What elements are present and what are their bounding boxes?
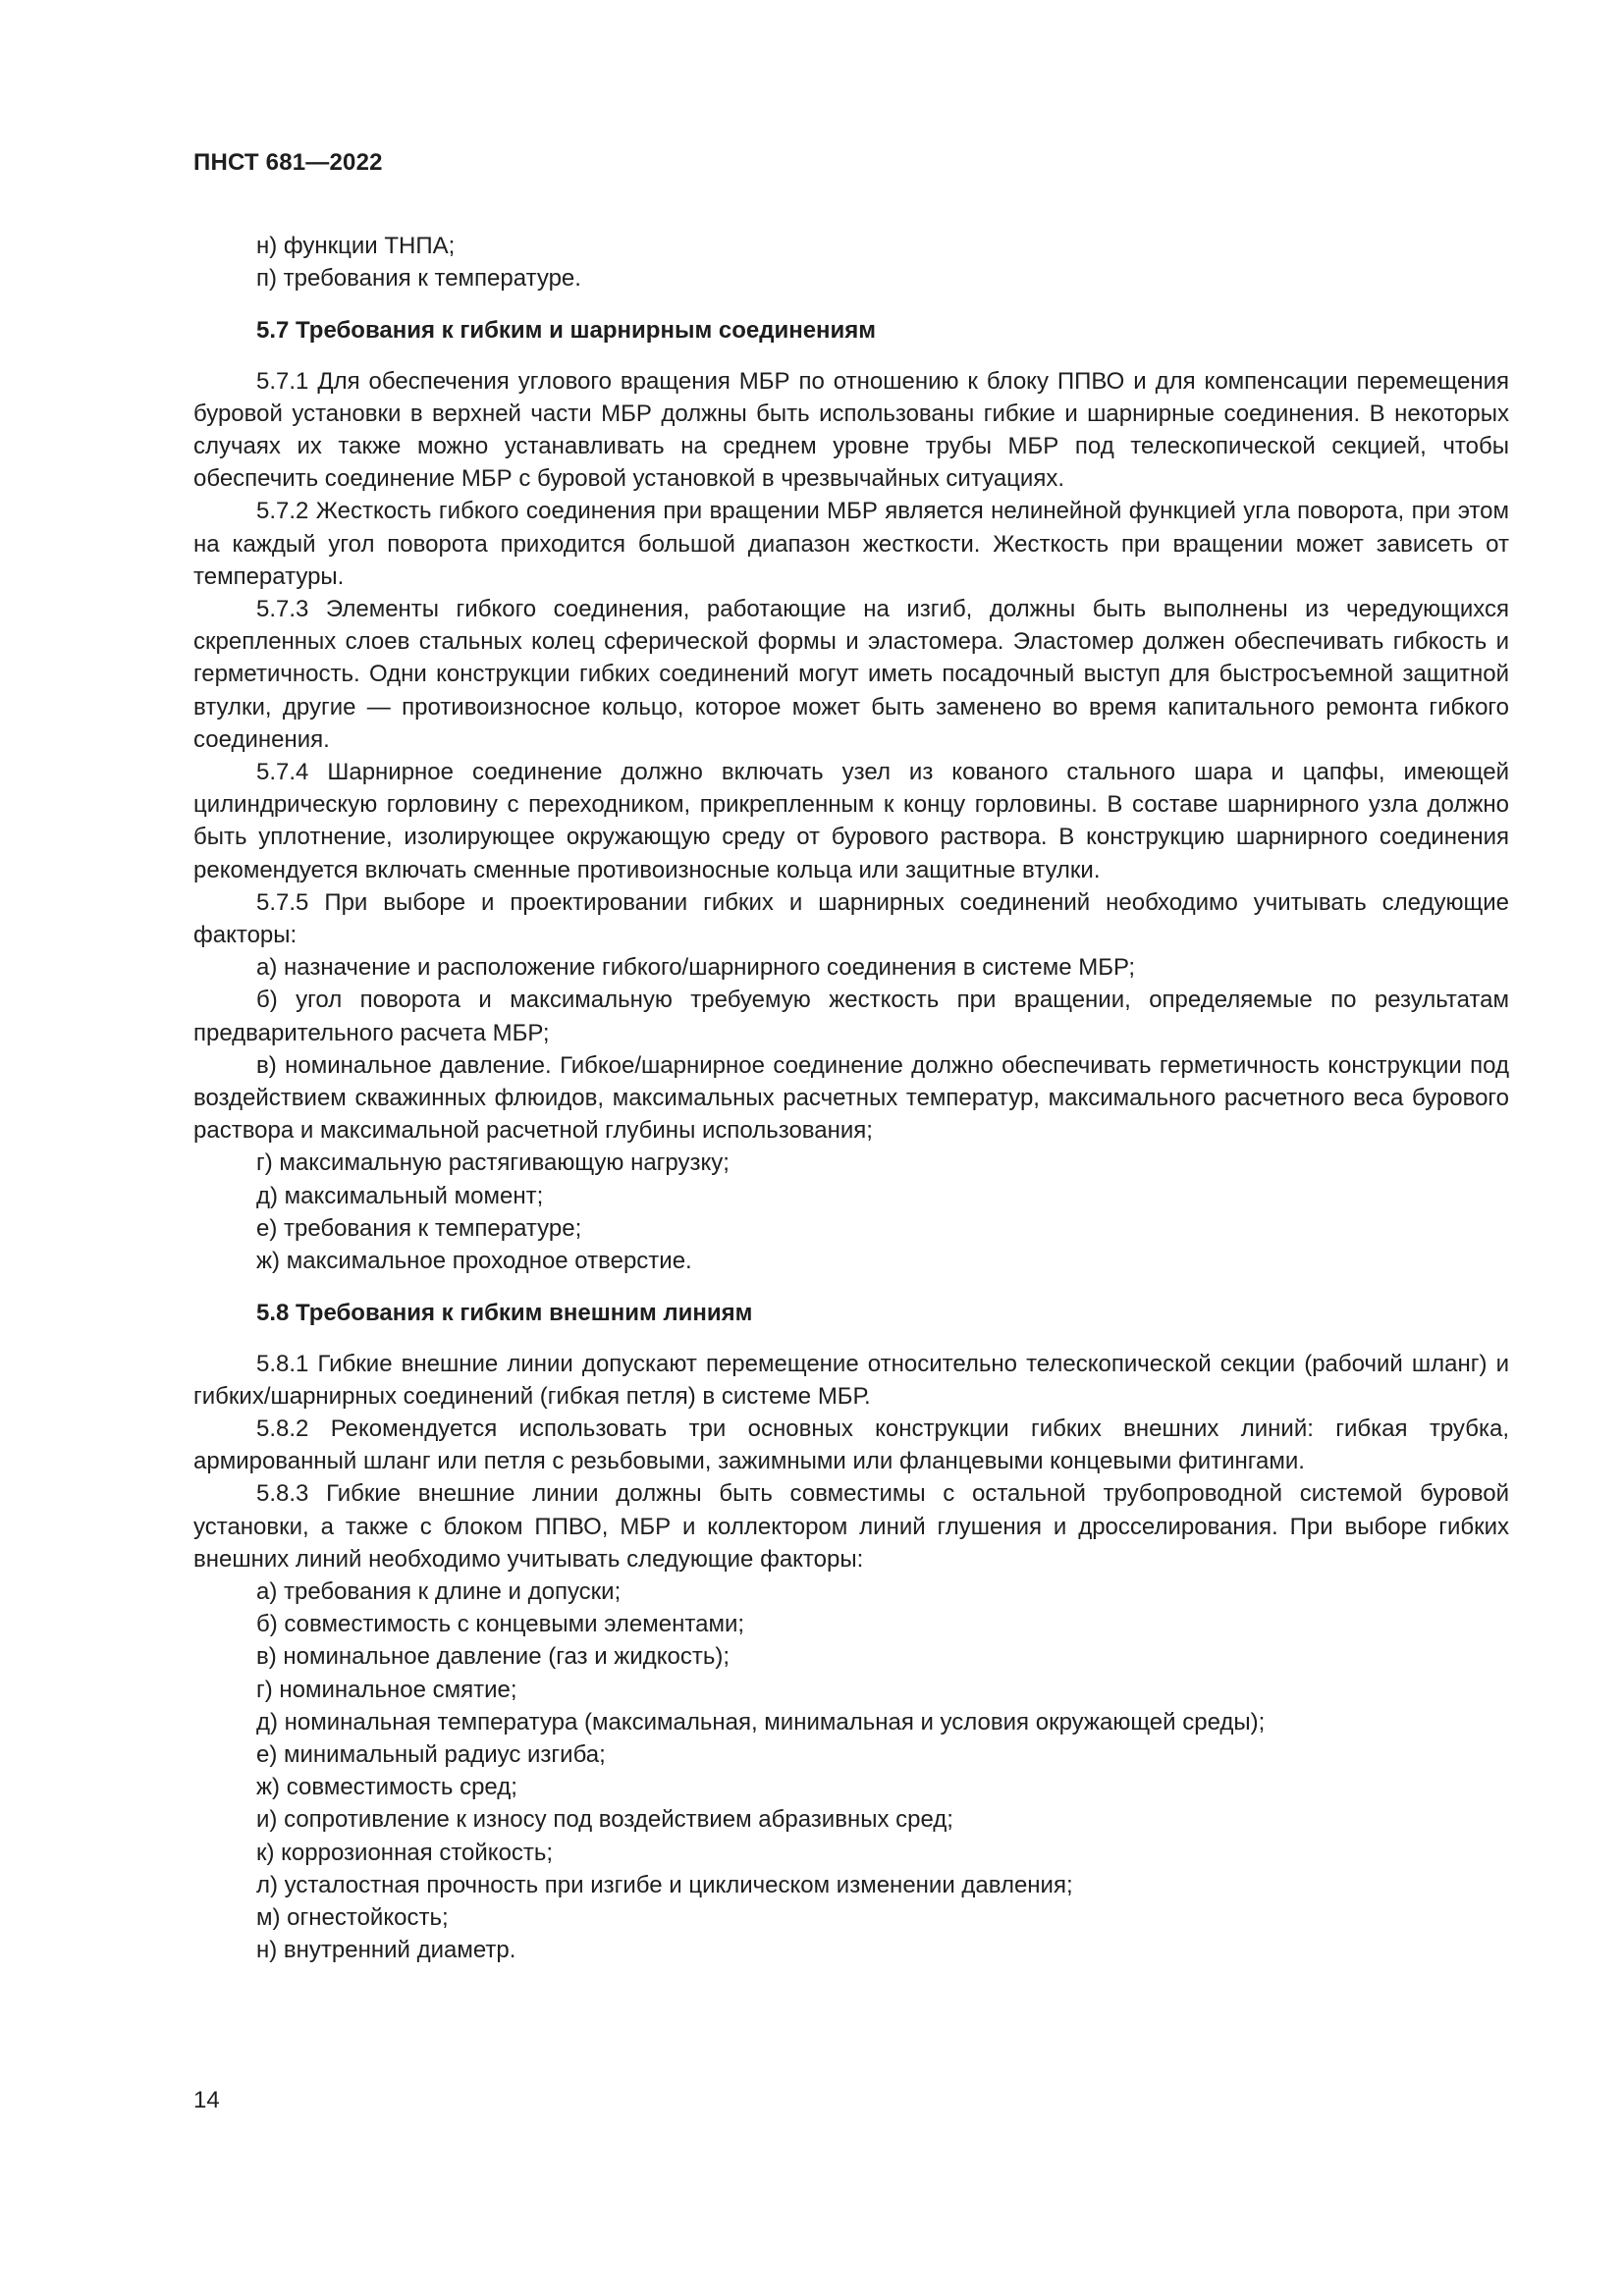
list-item: б) угол поворота и максимальную требуемую жесткость при вращении, определяемые по результатам предварительного расчета МБР; bbox=[193, 987, 1509, 1046]
paragraph: 5.7.3 Элементы гибкого соединения, работающие на изгиб, должны быть выполнены из чередующихся скрепленных слоев стальных колец сферической формы и эластомера. Эластомер должен обеспечивать гибкость и герметичность. Одни конструкции гибких соединений могут иметь посадочный выступ для быстросъемной защитной втулки, другие — противоизносное кольцо, которое может быть заменено во время капитального ремонта гибкого соединения. bbox=[193, 596, 1509, 753]
list-item: а) назначение и расположение гибкого/шарнирного соединения в системе МБР; bbox=[256, 954, 1136, 982]
list-item: ж) совместимость сред; bbox=[256, 1774, 517, 1801]
paragraph: 5.7.5 При выборе и проектировании гибких и шарнирных соединений необходимо учитывать следующие факторы: bbox=[193, 888, 1509, 949]
document-header: ПНСТ 681—2022 bbox=[193, 149, 383, 176]
paragraph: 5.7.1 Для обеспечения углового вращения МБР по отношению к блоку ППВО и для компенсации перемещения буровой установки в верхней части МБР должны быть использованы гибкие и шарнирные соединения. В некоторых случаях их также можно устанавливать на среднем уровне трубы МБР под телескопической секцией, чтобы обеспечить соединение МБР с буровой установкой в чрезвычайных ситуациях. bbox=[193, 367, 1509, 493]
list-item: м) огнестойкость; bbox=[256, 1903, 449, 1931]
paragraph: 5.7.2 Жесткость гибкого соединения при вращении МБР является нелинейной функцией угла поворота, при этом на каждый угол поворота приходится большой диапазон жесткости. Жесткость при вращении может зависеть от температуры. bbox=[193, 498, 1509, 590]
section-heading: 5.7 Требования к гибким и шарнирным соединениям bbox=[256, 317, 877, 345]
list-item: в) номинальное давление. Гибкое/шарнирное соединение должно обеспечивать герметичность конструкции под воздействием скважинных флюидов, максимальных расчетных температур, максимального расчетного веса бурового раствора и максимальной расчетной глубины использования; bbox=[193, 1051, 1509, 1145]
list-item: а) требования к длине и допуски; bbox=[256, 1577, 622, 1605]
list-item: ж) максимальное проходное отверстие. bbox=[256, 1248, 692, 1275]
list-item: н) внутренний диаметр. bbox=[256, 1937, 516, 1964]
list-item: г) номинальное смятие; bbox=[256, 1676, 517, 1703]
paragraph: 5.8.1 Гибкие внешние линии допускают перемещение относительно телескопической секции (рабочий шланг) и гибких/шарнирных соединений (гибкая петля) в системе МБР. bbox=[193, 1350, 1509, 1410]
list-item: и) сопротивление к износу под воздействием абразивных сред; bbox=[256, 1806, 953, 1834]
list-item: г) максимальную растягивающую нагрузку; bbox=[256, 1149, 730, 1177]
list-item: е) требования к температуре; bbox=[256, 1214, 582, 1242]
list-item: н) функции ТНПА; bbox=[256, 233, 456, 259]
list-item: к) коррозионная стойкость; bbox=[256, 1839, 554, 1866]
list-item: е) минимальный радиус изгиба; bbox=[256, 1740, 606, 1768]
list-item: д) максимальный момент; bbox=[256, 1182, 544, 1209]
list-item: п) требования к температуре. bbox=[256, 265, 581, 293]
section-heading: 5.8 Требования к гибким внешним линиям bbox=[256, 1300, 753, 1327]
paragraph: 5.8.2 Рекомендуется использовать три основных конструкции гибких внешних линий: гибкая трубка, армированный шланг или петля с резьбовыми, зажимными или фланцевыми концевыми фитингами. bbox=[193, 1415, 1509, 1475]
document-body bbox=[193, 230, 1509, 1966]
page-number: 14 bbox=[193, 2087, 220, 2113]
list-item: в) номинальное давление (газ и жидкость); bbox=[256, 1643, 731, 1671]
paragraph: 5.7.4 Шарнирное соединение должно включать узел из кованого стального шара и цапфы, имеющей цилиндрическую горловину с переходником, прикрепленным к концу горловины. В составе шарнирного узла должно быть уплотнение, изолирующее окружающую среду от бурового раствора. В конструкцию шарнирного соединения рекомендуется включать сменные противоизносные кольца или защитные втулки. bbox=[193, 759, 1509, 883]
list-item: д) номинальная температура (максимальная, минимальная и условия окружающей среды); bbox=[256, 1708, 1266, 1735]
list-item: л) усталостная прочность при изгибе и циклическом изменении давления; bbox=[256, 1871, 1073, 1898]
paragraph: 5.8.3 Гибкие внешние линии должны быть совместимы с остальной трубопроводной системой буровой установки, а также с блоком ППВО, МБР и коллектором линий глушения и дросселирования. При выборе гибких внешних линий необходимо учитывать следующие факторы: bbox=[193, 1480, 1509, 1573]
list-item: б) совместимость с концевыми элементами; bbox=[256, 1611, 745, 1638]
